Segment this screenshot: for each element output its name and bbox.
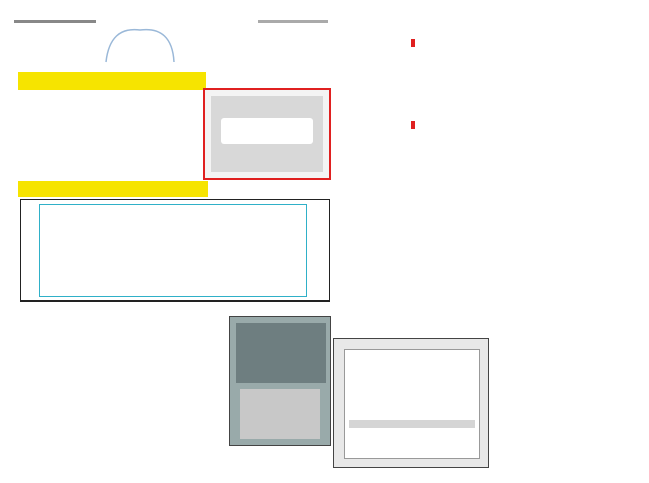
- photo-slogan: [221, 118, 313, 144]
- student-message: [338, 38, 488, 48]
- issue-info: [258, 20, 328, 23]
- schedule-table: [20, 199, 330, 302]
- message-author: [338, 120, 488, 130]
- slogan-photo: [203, 88, 331, 180]
- one-team-logo: [100, 22, 180, 68]
- program-block: [21, 200, 329, 301]
- slogan-text-2: [349, 420, 475, 428]
- program-list: [39, 204, 307, 297]
- message-author: [338, 38, 488, 48]
- headline-banner: [18, 72, 206, 90]
- student-message: [338, 120, 488, 130]
- event-date-bar: [18, 181, 208, 197]
- practice-photo: [229, 316, 331, 446]
- issue-number: [14, 22, 96, 23]
- class-slogan-photo: [333, 338, 489, 468]
- writer-name: [258, 22, 328, 23]
- newsletter-masthead: [14, 20, 96, 70]
